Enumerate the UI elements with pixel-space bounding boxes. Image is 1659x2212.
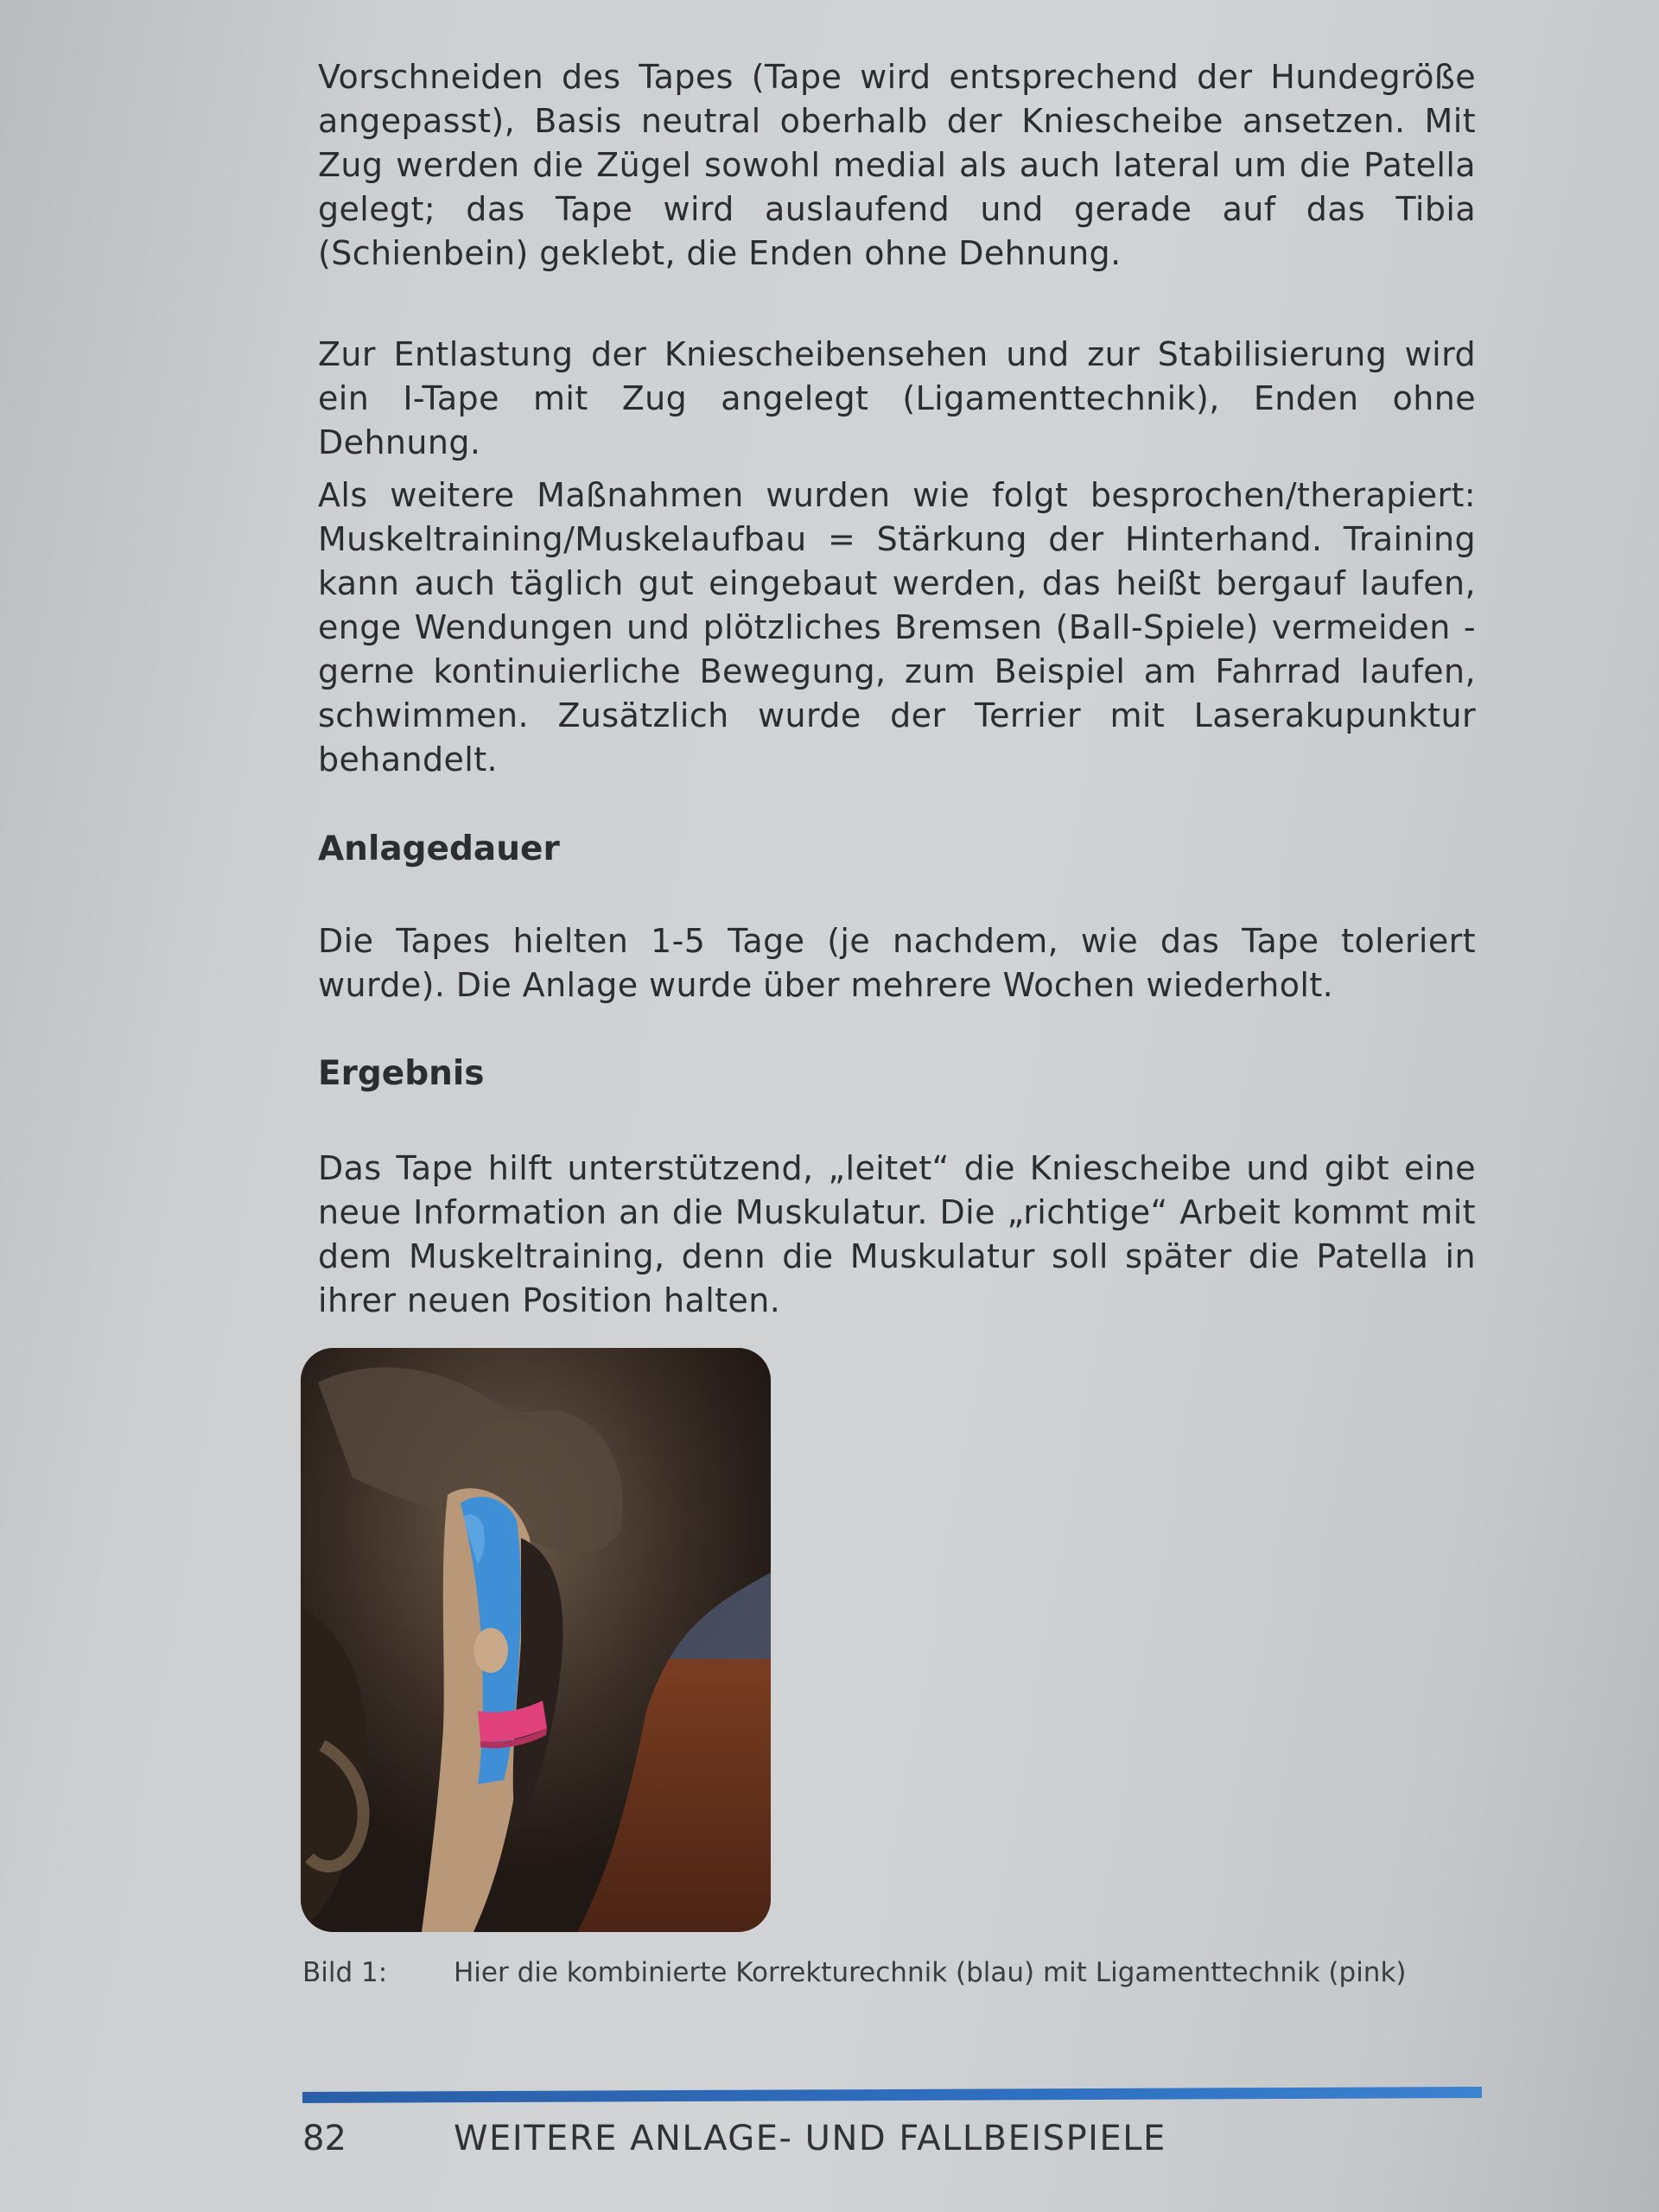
paragraph-further-measures: Als weitere Maßnahmen wurden wie folgt besprochen/therapiert: Muskeltraining/Muskelaufbau = Stärkung der Hinterhand. Training kann auch täglich gut eingebaut werden, das heißt bergauf laufen, enge Wendungen und plötzliches Bremsen (Ball-Spiele) vermeiden - gerne kontinuierliche Bewegung, zum Beispiel am Fahrrad laufen, schwimmen. Zusätzlich wurde der Terrier mit Laserakupunktur behandelt. [318, 476, 1476, 779]
footer-divider [302, 2087, 1482, 2103]
dog-knee-tape-photo [301, 1348, 771, 1932]
page-number: 82 [302, 2119, 346, 2158]
paragraph-ligament-technique: Zur Entlastung der Kniescheibensehen und zur Stabilisierung wird ein I-Tape mit Zug angelegt (Ligamenttechnik), Enden ohne Dehnung. [318, 335, 1476, 461]
heading-anlagedauer: Anlagedauer [318, 830, 560, 868]
paragraph-ergebnis: Das Tape hilft unterstützend, „leitet“ die Kniescheibe und gibt eine neue Information an die Muskulatur. Die „richtige“ Arbeit kommt mit dem Muskeltraining, denn die Muskulatur soll später die Patella in ihrer neuen Position halten. [318, 1149, 1476, 1319]
running-footer-title: WEITERE ANLAGE- UND FALLBEISPIELE [454, 2119, 1166, 2158]
figure-label: Bild 1: [302, 1957, 388, 1988]
figure-caption: Hier die kombinierte Korrekturechnik (blau) mit Ligamenttechnik (pink) [454, 1957, 1407, 1988]
heading-ergebnis: Ergebnis [318, 1054, 485, 1093]
paragraph-anlagedauer: Die Tapes hielten 1-5 Tage (je nachdem, wie das Tape toleriert wurde). Die Anlage wurde über mehrere Wochen wiederholt. [318, 922, 1476, 1004]
paragraph-tape-cutting: Vorschneiden des Tapes (Tape wird entsprechend der Hundegröße angepasst), Basis neutral oberhalb der Kniescheibe ansetzen. Mit Zug werden die Zügel sowohl medial als auch lateral um die Patella gelegt; das Tape wird auslaufend und gerade auf das Tibia (Schienbein) geklebt, die Enden ohne Dehnung. [318, 58, 1476, 272]
